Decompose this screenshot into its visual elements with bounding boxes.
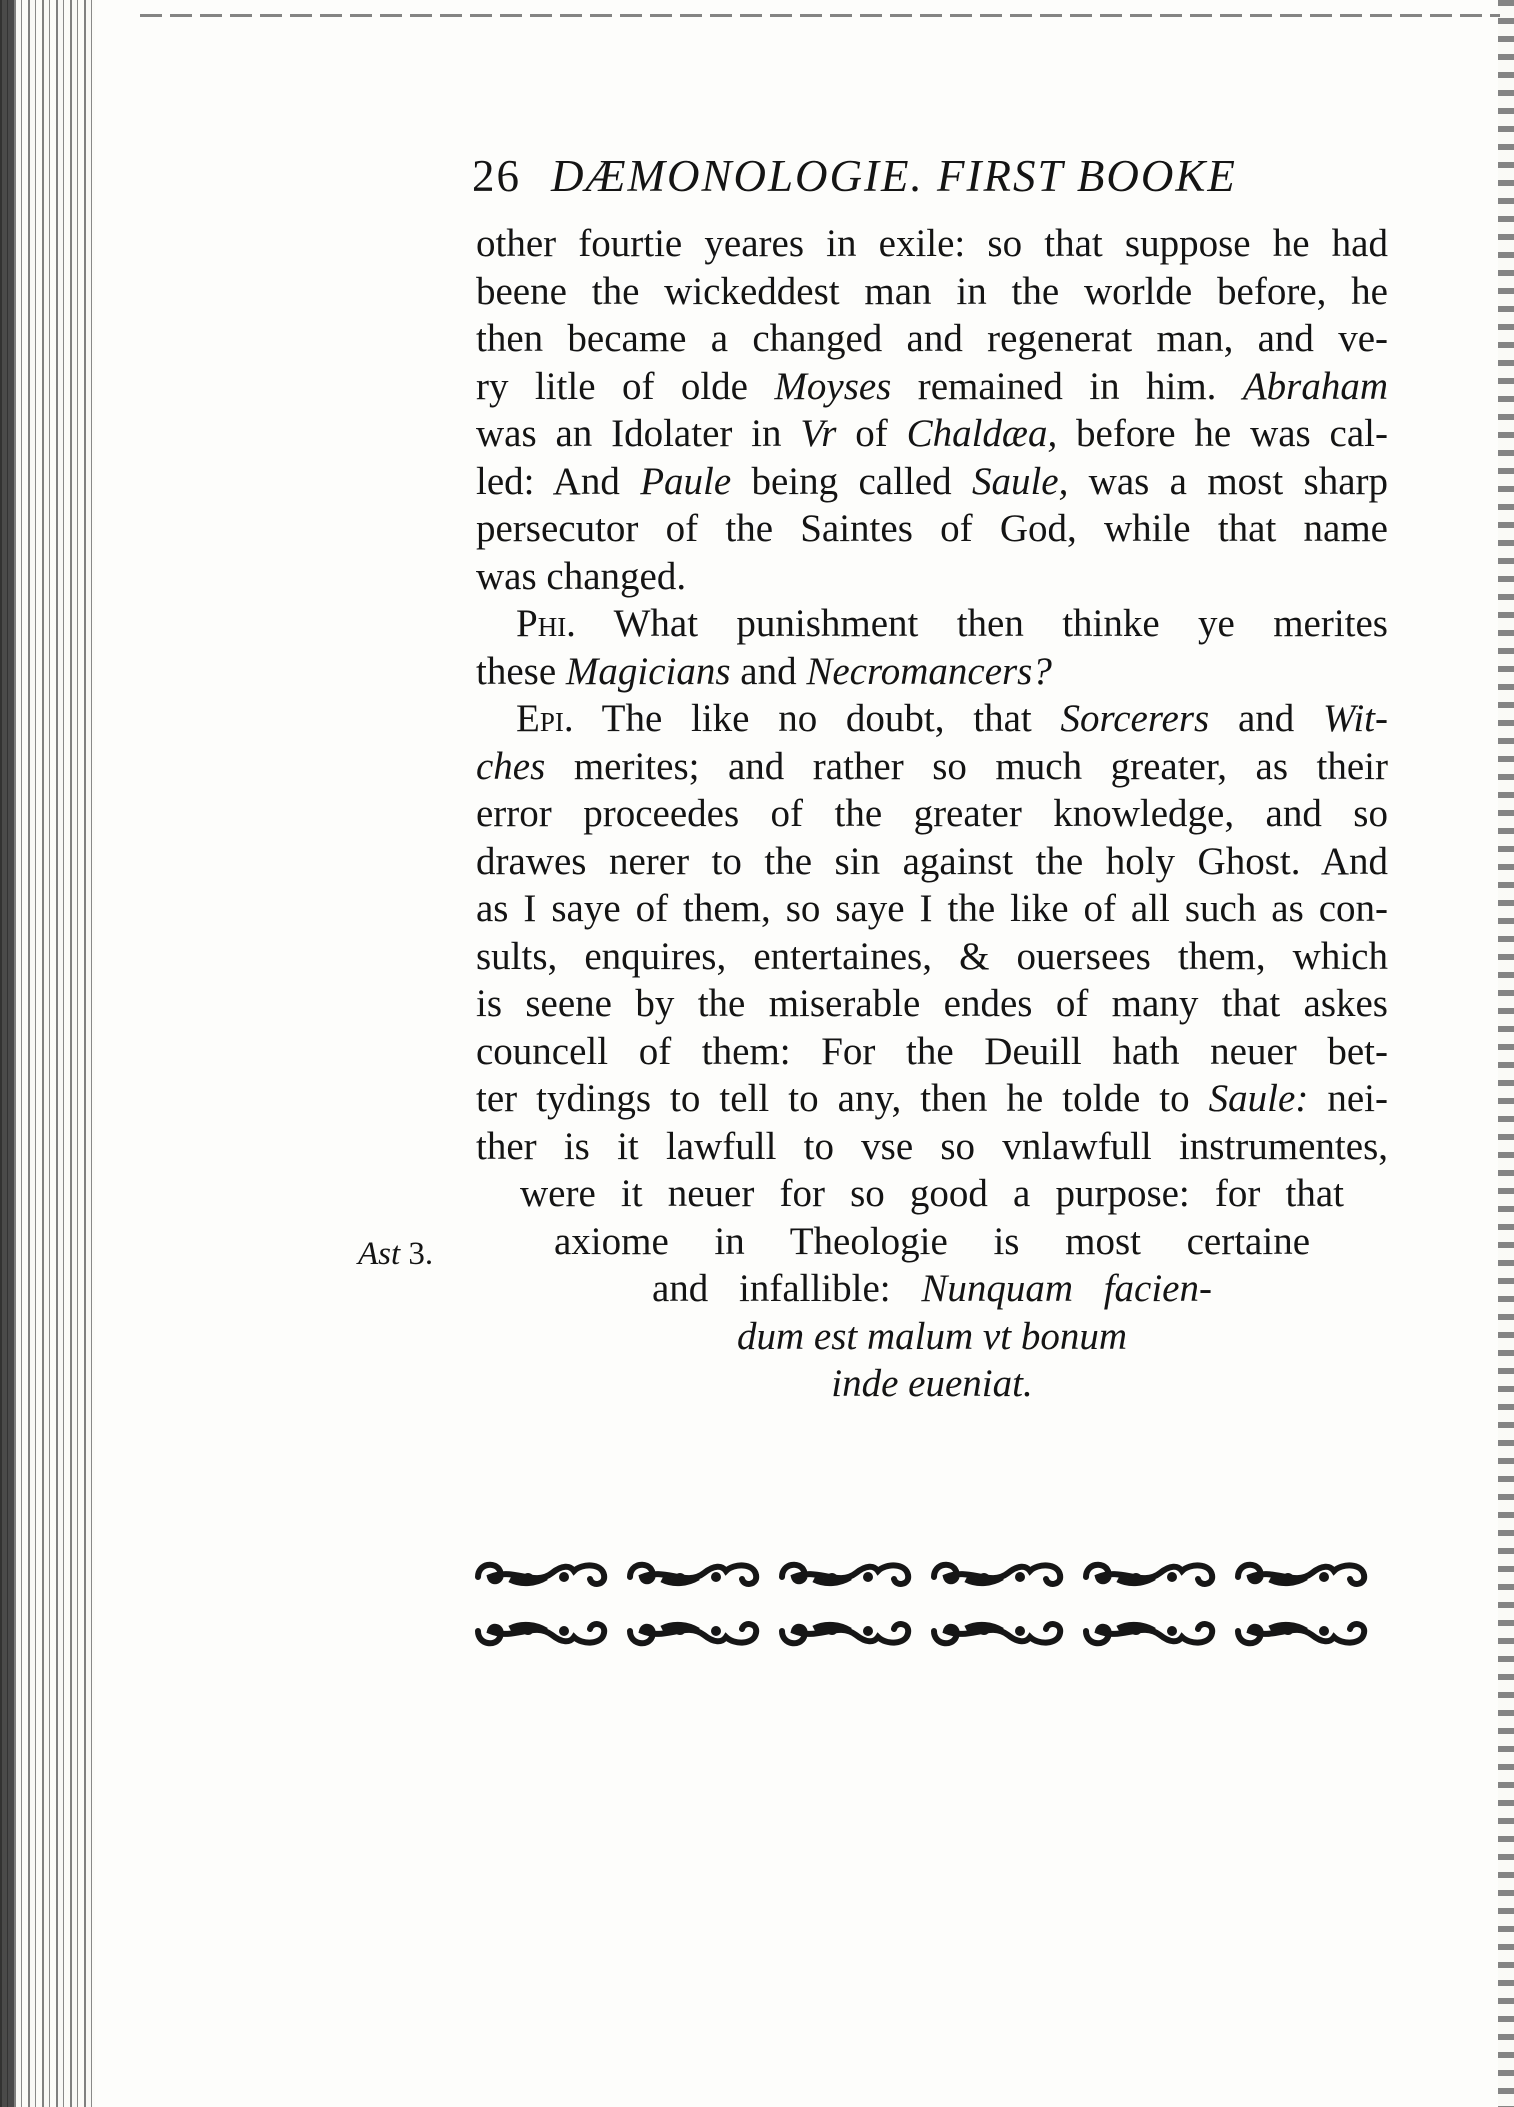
italic-run: Saule, bbox=[971, 459, 1069, 503]
text-run: was an Idolater in bbox=[476, 412, 801, 455]
scan-top-edge bbox=[140, 14, 1500, 17]
running-head bbox=[472, 150, 1422, 202]
italic-run: Nunquam facien- bbox=[921, 1267, 1212, 1310]
text-line: then became a changed and regenerat man, and ve- bbox=[476, 317, 1388, 360]
italic-run: Saule: bbox=[1208, 1077, 1309, 1120]
binding-gutter bbox=[0, 0, 95, 2107]
text-run: remained in him. bbox=[891, 364, 1243, 408]
text-line bbox=[476, 363, 1388, 411]
text-line: sults, enquires, entertaines, & ouersees them, which bbox=[476, 934, 1388, 978]
text-line: inde eueniat. bbox=[831, 1362, 1033, 1405]
text-line: other fourtie yeares in exile: so that suppose he had bbox=[476, 222, 1388, 265]
italic-run: Abraham bbox=[1242, 364, 1388, 408]
text-line bbox=[652, 1265, 1212, 1313]
text-line bbox=[476, 743, 1388, 791]
italic-run: Paule bbox=[640, 459, 732, 503]
text-line: were it neuer for so good a purpose: for that bbox=[520, 1172, 1344, 1215]
text-run: these bbox=[476, 649, 566, 693]
text-line bbox=[476, 600, 1388, 648]
text-line: beene the wickeddest man in the worlde before, he bbox=[476, 269, 1388, 313]
text-run: before he was cal- bbox=[1057, 412, 1388, 455]
text-line: councell of them: For the Deuill hath neuer bet- bbox=[476, 1029, 1388, 1073]
italic-run: Chaldæa, bbox=[906, 412, 1058, 455]
text-line: error proceedes of the greater knowledge, and so bbox=[476, 792, 1388, 835]
text-run: ry litle of olde bbox=[476, 364, 775, 408]
text-line: was changed. bbox=[476, 554, 687, 598]
italic-run: Magicians bbox=[565, 649, 731, 693]
text-run: nei- bbox=[1308, 1077, 1388, 1120]
text-run: and bbox=[1209, 697, 1323, 740]
text-line bbox=[476, 458, 1388, 506]
page-number: 26 bbox=[472, 151, 521, 201]
text-run: and bbox=[730, 649, 807, 693]
text-run: being called bbox=[731, 459, 972, 503]
body-text bbox=[476, 220, 1388, 1408]
text-run: and infallible: bbox=[652, 1267, 922, 1310]
text-run: What punishment then thinke ye merites bbox=[575, 602, 1388, 645]
binding-edge bbox=[0, 0, 14, 2107]
text-line bbox=[476, 695, 1388, 743]
text-line: drawes nerer to the sin against the holy Ghost. And bbox=[476, 839, 1388, 883]
text-line: ther is it lawfull to vse so vnlawfull instrumentes, bbox=[476, 1124, 1388, 1168]
text-run: merites; and rather so much greater, as their bbox=[545, 744, 1388, 788]
text-line: persecutor of the Saintes of God, while that name bbox=[476, 507, 1388, 550]
speaker-label: Phi. bbox=[516, 602, 576, 645]
running-title: DÆMONOLOGIE. FIRST BOOKE bbox=[551, 151, 1237, 201]
text-run: The like no doubt, that bbox=[573, 697, 1061, 740]
text-run: ter tydings to tell to any, then he tolde to bbox=[476, 1077, 1209, 1120]
text-run: of bbox=[836, 412, 907, 455]
italic-run: Vr bbox=[800, 412, 837, 455]
margin-note-num: 3. bbox=[400, 1236, 434, 1272]
italic-run: Necromancers? bbox=[806, 649, 1052, 693]
text-line: axiome in Theologie is most certaine bbox=[554, 1219, 1310, 1263]
margin-note-ref: Ast bbox=[358, 1236, 401, 1272]
text-line bbox=[476, 1075, 1388, 1123]
page-right-edge bbox=[1498, 0, 1514, 2107]
italic-run: Wit- bbox=[1323, 697, 1388, 740]
text-line: is seene by the miserable endes of many that askes bbox=[476, 982, 1388, 1025]
speaker-label: Epi. bbox=[516, 697, 574, 740]
italic-run: Moyses bbox=[774, 364, 892, 408]
text-line: as I saye of them, so saye I the like of all such as con- bbox=[476, 887, 1388, 930]
italic-run: Sorcerers bbox=[1060, 697, 1210, 740]
text-line bbox=[476, 410, 1388, 458]
text-run: led: And bbox=[476, 459, 641, 503]
text-run: was a most sharp bbox=[1068, 459, 1388, 503]
text-line bbox=[476, 648, 1388, 696]
margin-note bbox=[358, 1236, 433, 1273]
italic-run: ches bbox=[476, 744, 546, 788]
ornament-divider bbox=[474, 1555, 1386, 1655]
text-line: dum est malum vt bonum bbox=[737, 1314, 1127, 1358]
